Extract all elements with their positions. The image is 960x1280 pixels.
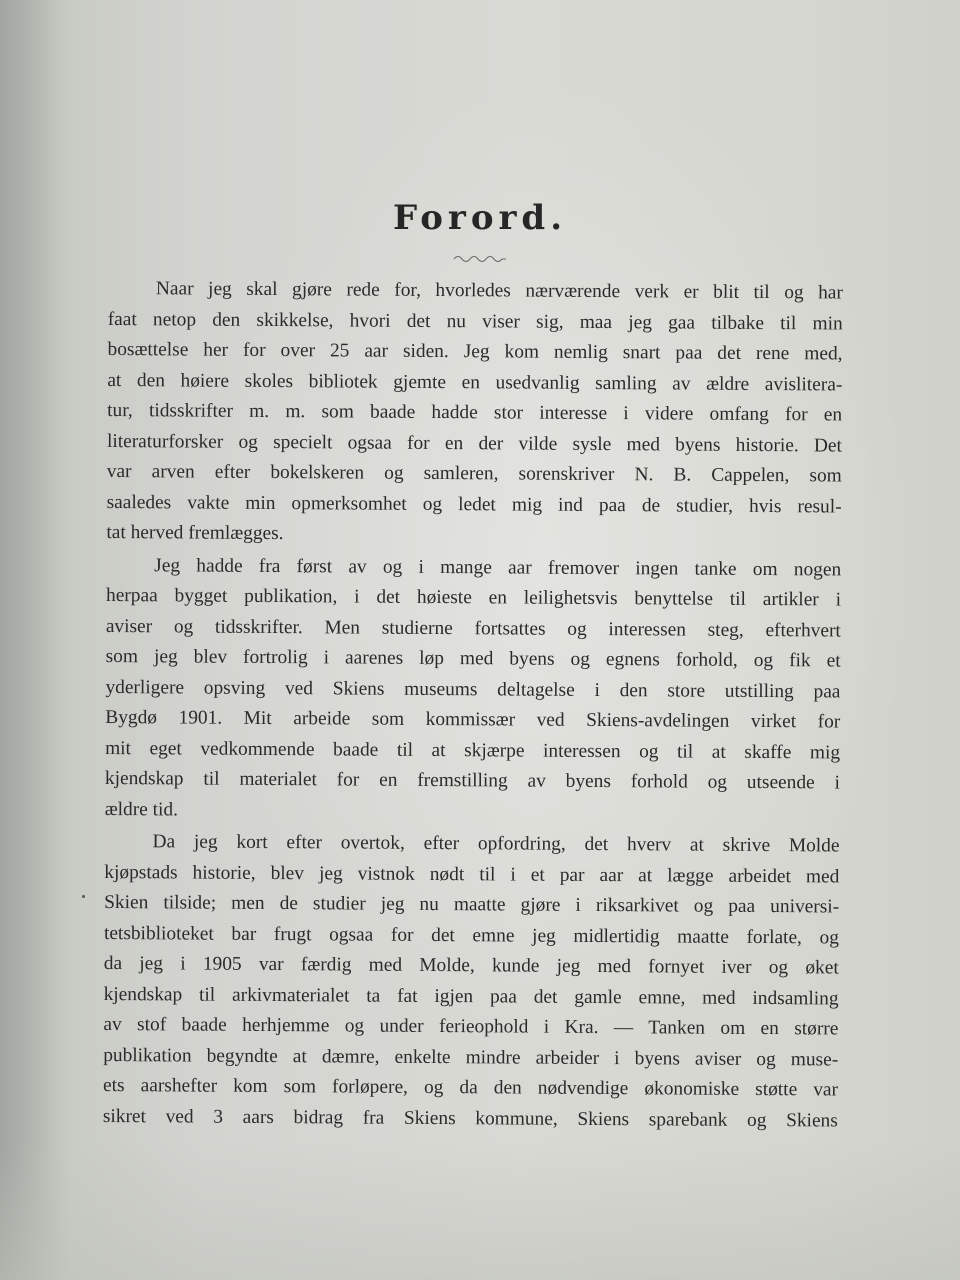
text-line: av stof baade herhjemme og under ferieophold i Kra. — Tanken om en større bbox=[103, 1013, 839, 1040]
text-line: aviser og tidsskrifter. Men studierne fortsattes og interessen steg, efterhvert bbox=[105, 615, 841, 641]
text-line: Bygdø 1901. Mit arbeide som kommissær ved Skiens-avdelingen virket for bbox=[105, 706, 841, 733]
text-line: sikret ved 3 aars bidrag fra Skiens kommune, Skiens sparebank og Skiens bbox=[102, 1105, 838, 1131]
text-line: da jeg i 1905 var færdig med Molde, kunde jeg med fornyet iver og øket bbox=[103, 952, 839, 979]
text-line: tur, tidsskrifter m. m. som baade hadde stor interesse i videre omfang for en bbox=[107, 399, 843, 426]
text-line: Naar jeg skal gjøre rede for, hvorledes nærværende verk er blit til og har bbox=[155, 278, 843, 304]
text-line: var arven efter bokelskeren og samleren, sorenskriver N. B. Cappelen, som bbox=[106, 460, 842, 487]
preface-body bbox=[103, 274, 843, 1136]
text-line: mit eget vedkommende baade til at skjærpe interessen og til at skaffe mig bbox=[105, 737, 841, 763]
title-ornament bbox=[452, 252, 508, 264]
text-line: publikation begyndte at dæmre, enkelte mindre arbeider i byens aviser og muse- bbox=[103, 1044, 839, 1070]
text-line: herpaa bygget publikation, i det høieste en leilighetsvis benyttelse til artikler i bbox=[105, 584, 842, 611]
paragraph bbox=[105, 550, 842, 829]
text-line: tat herved fremlægges. bbox=[106, 521, 284, 545]
text-line: at den høiere skoles bibliotek gjemte en usedvanlig samling av ældre avislitera- bbox=[107, 369, 843, 395]
page-title: Forord. bbox=[392, 198, 568, 238]
text-line: Da jeg kort efter overtok, efter opfordring, det hverv at skrive Molde bbox=[152, 831, 840, 857]
text-line: bosættelse her for over 25 aar siden. Jeg kom nemlig snart paa det rene med, bbox=[107, 338, 843, 365]
text-line: saaledes vakte min opmerksomhet og ledet mig ind paa de studier, hvis resul- bbox=[106, 491, 842, 517]
text-line: Skien tilside; men de studier jeg nu maatte gjøre i riksarkivet og paa universi- bbox=[104, 891, 840, 918]
text-line: tetsbiblioteket bar frugt ogsaa for det emne jeg midlertidig maatte forlate, og bbox=[103, 922, 840, 948]
text-line: kjendskap til arkivmaterialet ta fat igjen paa det gamle emne, med indsamling bbox=[103, 983, 839, 1009]
text-line: faat netop den skikkelse, hvori det nu viser sig, maa jeg gaa tilbake til min bbox=[107, 308, 843, 334]
text-line: yderligere opsving ved Skiens museums deltagelse i den store utstilling paa bbox=[105, 676, 841, 702]
paper-speck bbox=[82, 895, 85, 898]
text-line: kjøpstads historie, blev jeg vistnok nødt til i et par aar at lægge arbeidet med bbox=[104, 861, 840, 887]
text-line: kjendskap til materialet for en fremstilling av byens forhold og utseende i bbox=[104, 767, 840, 794]
text-line: Jeg hadde fra først av og i mange aar fremover ingen tanke om nogen bbox=[154, 554, 842, 580]
paragraph bbox=[103, 827, 840, 1136]
paragraph bbox=[106, 274, 843, 553]
text-line: som jeg blev fortrolig i aarenes løp med byens og egnens forhold, og fik et bbox=[105, 645, 841, 672]
text-line: literaturforsker og specielt ogsaa for en der vilde sysle med byens historie. Det bbox=[106, 430, 843, 456]
text-line: ældre tid. bbox=[104, 798, 179, 820]
text-line: ets aarshefter kom som forløpere, og da den nødvendige økonomiske støtte var bbox=[102, 1074, 839, 1101]
